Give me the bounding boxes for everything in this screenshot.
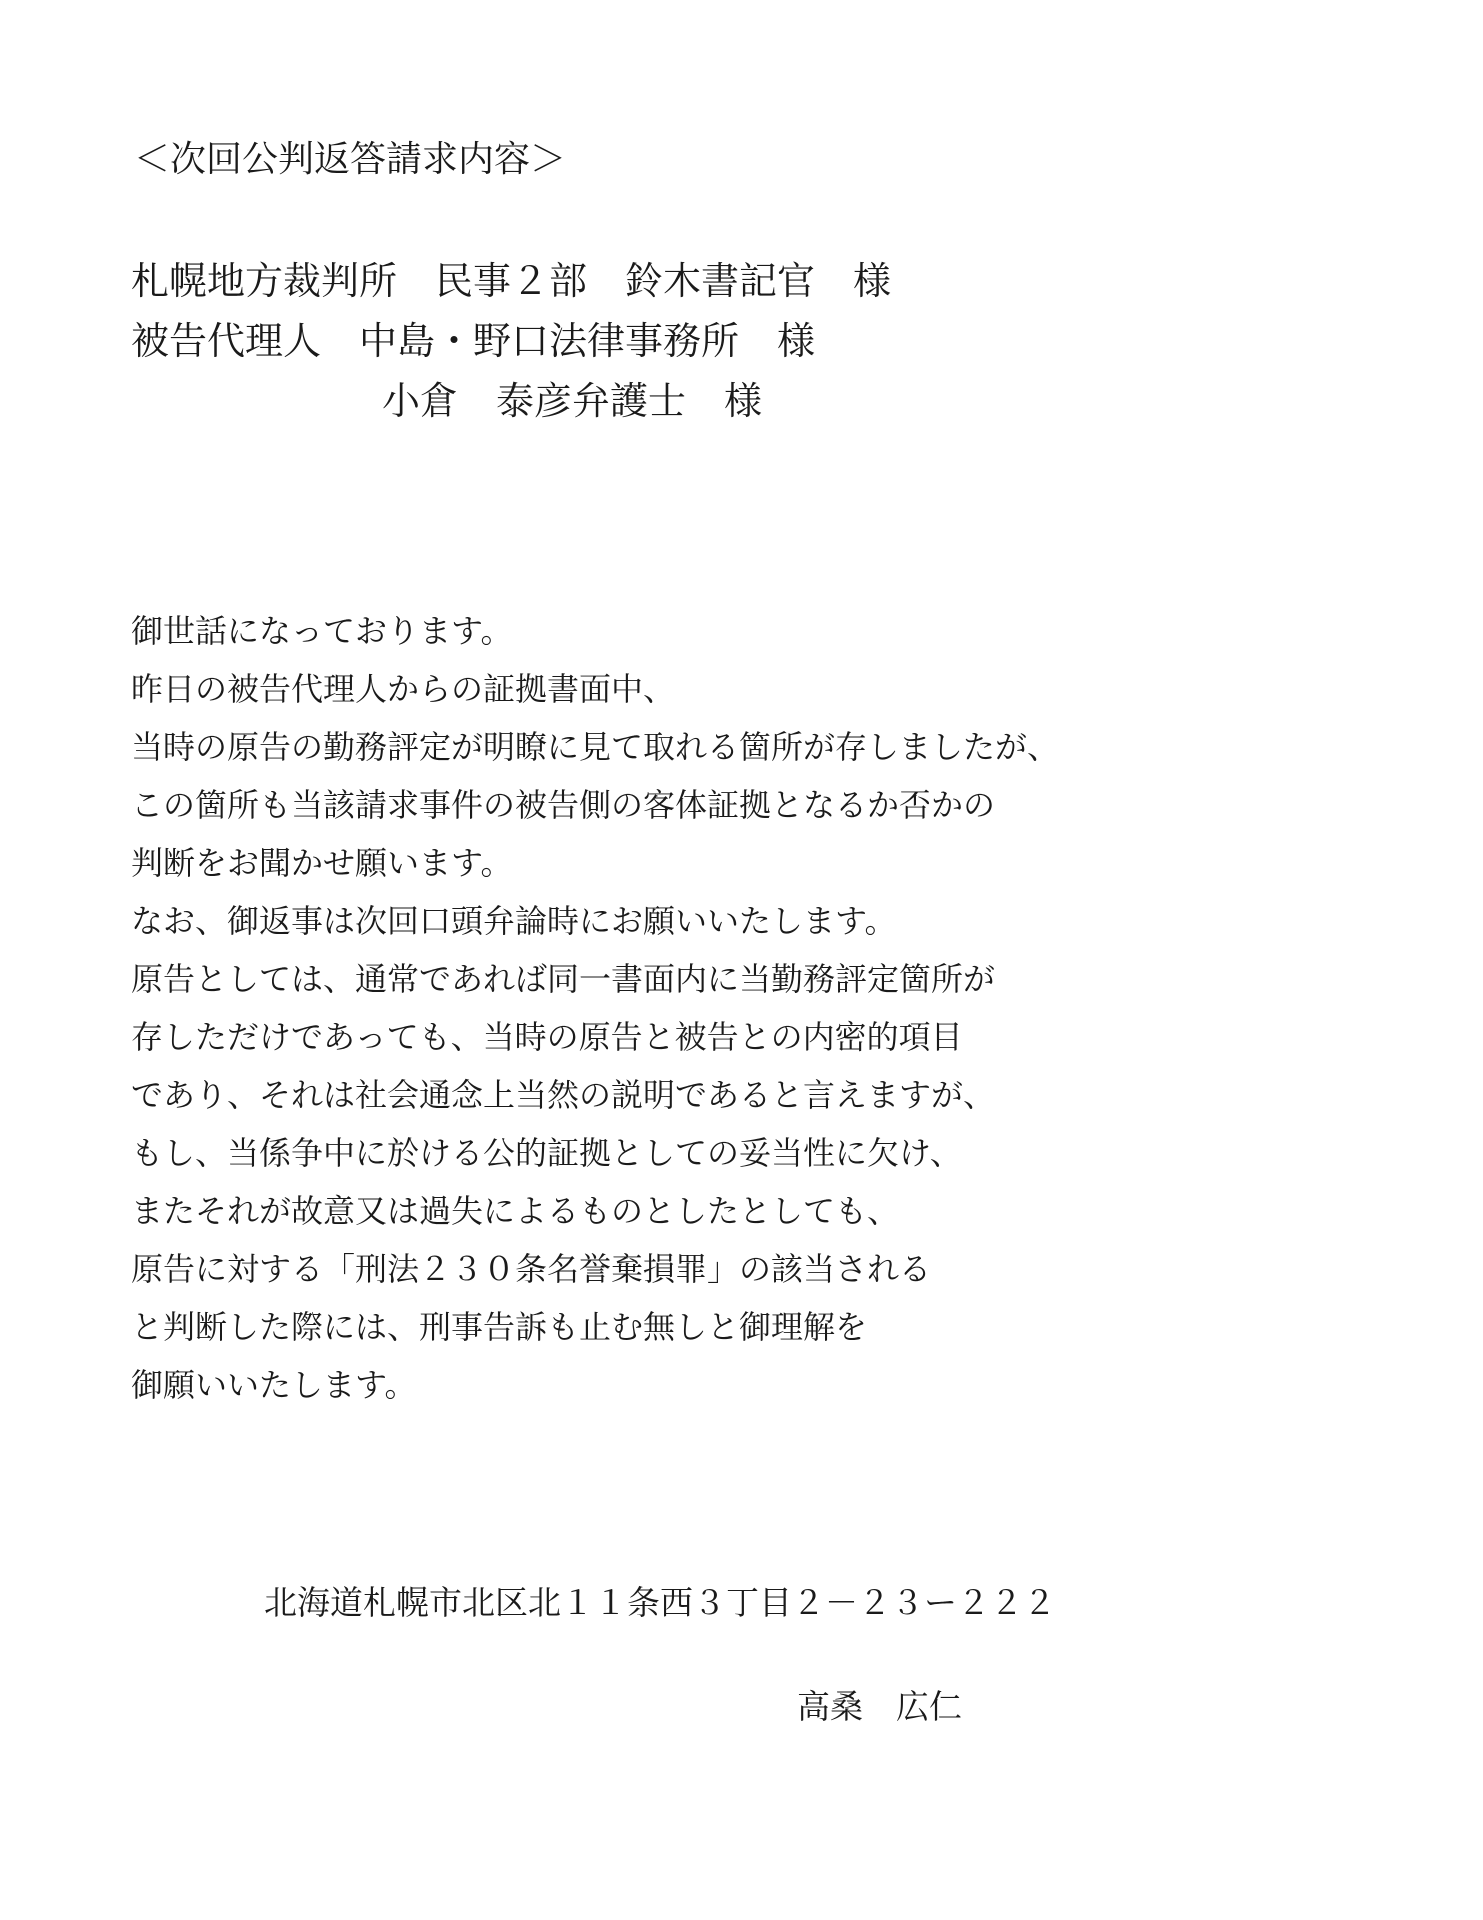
sender-name: 高桑 広仁 — [797, 1687, 962, 1726]
body-line: であり、それは社会通念上当然の説明であると言えますが、 — [131, 1076, 996, 1114]
body-line: なお、御返事は次回口頭弁論時にお願いいたします。 — [131, 902, 897, 940]
body-line: と判断した際には、刑事告訴も止む無しと御理解を — [131, 1308, 868, 1346]
body-line: 御願いいたします。 — [131, 1366, 417, 1404]
body-line: 当時の原告の勤務評定が明瞭に見て取れる箇所が存しましたが、 — [131, 728, 1060, 766]
body-line: もし、当係争中に於ける公的証拠としての妥当性に欠け、 — [131, 1134, 962, 1172]
body-line: 御世話になっております。 — [131, 612, 513, 650]
document-title: ＜次回公判返答請求内容＞ — [134, 139, 567, 180]
addressee-attorney: 小倉 泰彦弁護士 様 — [382, 379, 763, 423]
addressee-court: 札幌地方裁判所 民事２部 鈴木書記官 様 — [131, 259, 892, 303]
body-line: 原告に対する「刑法２３０条名誉棄損罪」の該当される — [131, 1250, 932, 1288]
body-line: 昨日の被告代理人からの証拠書面中、 — [131, 670, 676, 708]
body-line: 原告としては、通常であれば同一書面内に当勤務評定箇所が — [131, 960, 996, 998]
body-line: この箇所も当該請求事件の被告側の客体証拠となるか否かの — [131, 786, 996, 824]
body-line: 存しただけであっても、当時の原告と被告との内密的項目 — [131, 1018, 963, 1056]
body-line: 判断をお聞かせ願います。 — [131, 844, 513, 882]
sender-address: 北海道札幌市北区北１１条西３丁目２－２３ー２２２ — [264, 1583, 1056, 1622]
addressee-law-firm: 被告代理人 中島・野口法律事務所 様 — [131, 319, 816, 363]
body-line: またそれが故意又は過失によるものとしたとしても、 — [131, 1192, 900, 1230]
